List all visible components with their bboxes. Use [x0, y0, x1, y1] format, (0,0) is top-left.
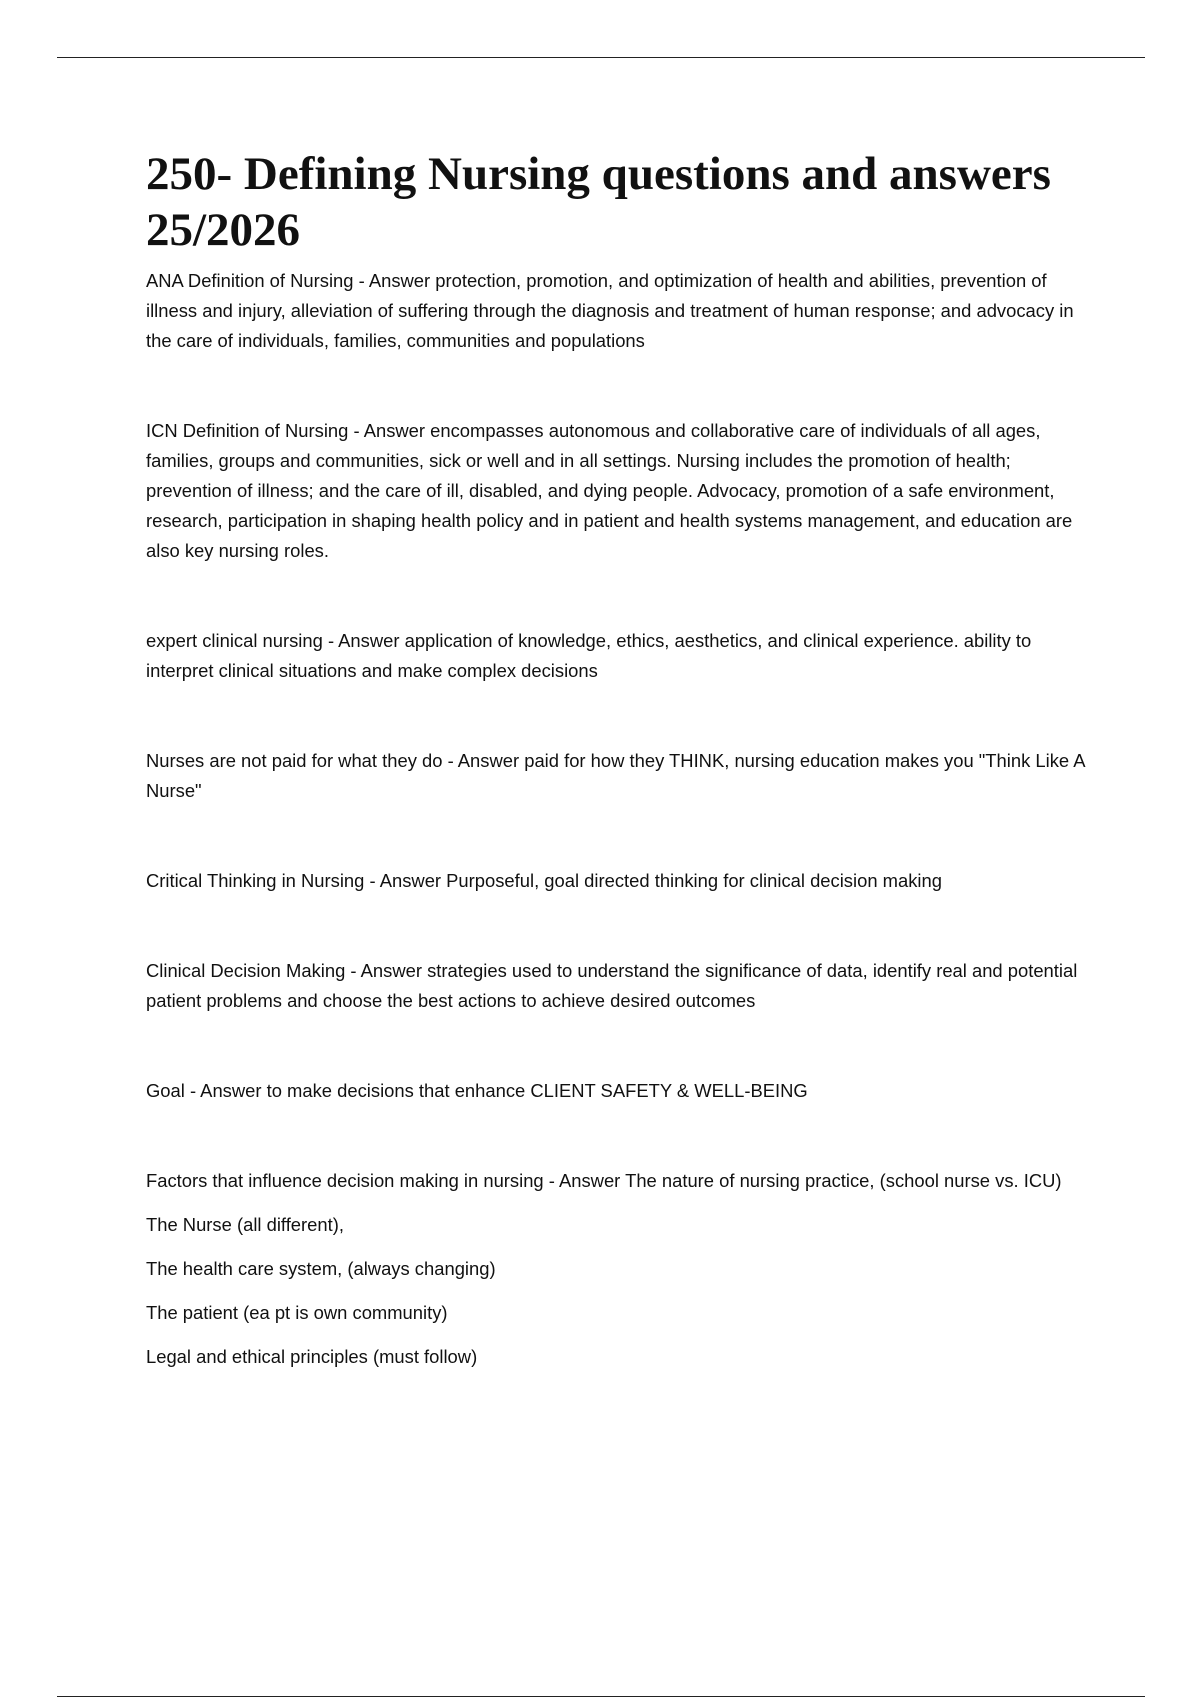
- factor-item-patient: The patient (ea pt is own community): [146, 1302, 448, 1323]
- factor-item-health-care-system: The health care system, (always changing): [146, 1258, 496, 1279]
- qa-entry-expert-clinical-nursing: expert clinical nursing - Answer application of knowledge, ethics, aesthetics, and clinical experience. ability to interpret clinical situations and make complex decisions: [146, 630, 1032, 681]
- bottom-rule: [57, 1696, 1145, 1697]
- qa-entry-decision-factors: Factors that influence decision making in nursing - Answer The nature of nursing practice, (school nurse vs. ICU): [146, 1170, 1062, 1191]
- qa-entry-clinical-decision-making: Clinical Decision Making - Answer strategies used to understand the significance of data, identify real and potential patient problems and choose the best actions to achieve desired outcomes: [146, 960, 1078, 1011]
- qa-entry-icn-definition: ICN Definition of Nursing - Answer encompasses autonomous and collaborative care of individuals of all ages, families, groups and communities, sick or well and in all settings. Nursing includes the promotion of health; prevention of illness; and the care of ill, disabled, and dying people. Advocacy, promotion of a safe environment, research, participation in shaping health policy and in patient and health systems management, and education are also key nursing roles.: [146, 420, 1073, 561]
- page-title: 250- Defining Nursing questions and answers 25/2026: [146, 148, 1051, 256]
- document-body: [146, 146, 1090, 1372]
- factor-item-legal-ethical: Legal and ethical principles (must follow): [146, 1346, 478, 1367]
- qa-entry-nurses-not-paid: Nurses are not paid for what they do - Answer paid for how they THINK, nursing education makes you "Think Like A Nurse": [146, 750, 1085, 801]
- qa-entry-critical-thinking: Critical Thinking in Nursing - Answer Purposeful, goal directed thinking for clinical decision making: [146, 870, 942, 891]
- top-rule: [57, 57, 1145, 58]
- factor-item-nurse: The Nurse (all different),: [146, 1214, 344, 1235]
- qa-entry-ana-definition: ANA Definition of Nursing - Answer protection, promotion, and optimization of health and abilities, prevention of illness and injury, alleviation of suffering through the diagnosis and treatment of human response; and advocacy in the care of individuals, families, communities and populations: [146, 270, 1074, 351]
- qa-entry-goal: Goal - Answer to make decisions that enhance CLIENT SAFETY & WELL-BEING: [146, 1080, 808, 1101]
